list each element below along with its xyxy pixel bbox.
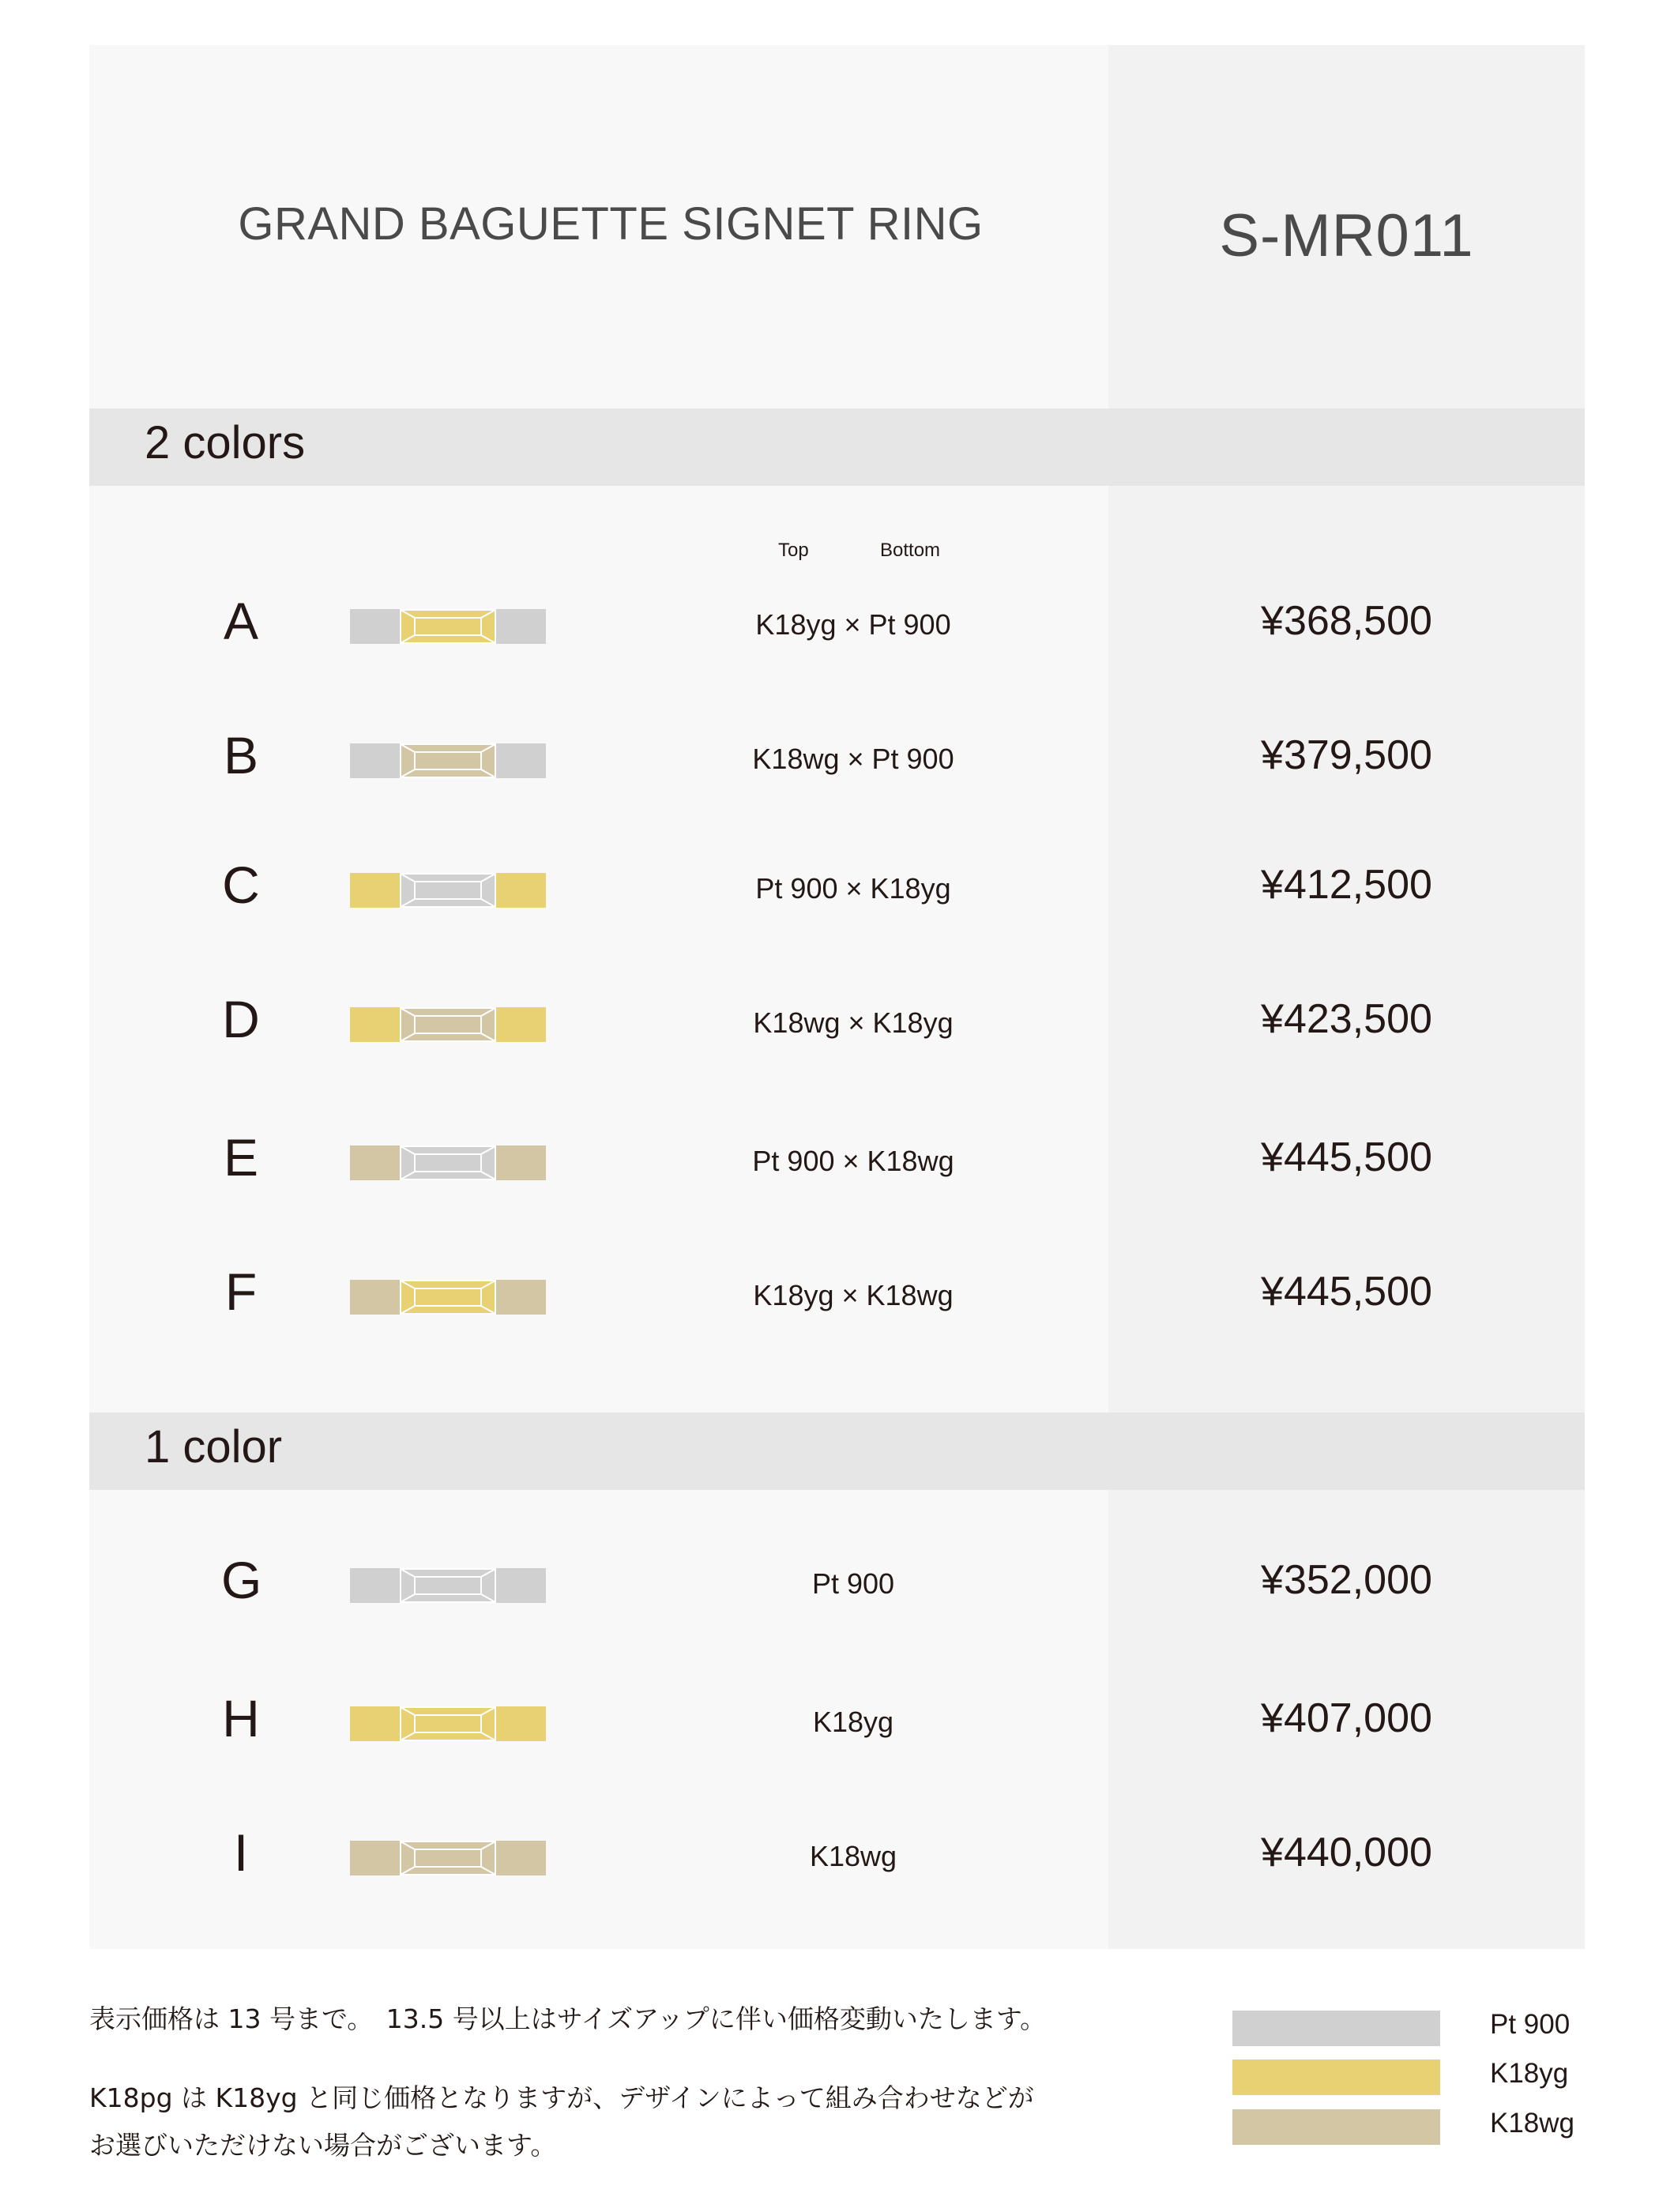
ring-swatch (350, 1568, 546, 1607)
column-label-top: Top (778, 540, 809, 561)
ring-swatch (350, 1841, 546, 1879)
metal-combination: Pt 900 × K18wg (752, 1145, 954, 1177)
metal-combination: K18wg × K18yg (753, 1006, 954, 1039)
ring-swatch (350, 743, 546, 782)
option-letter: D (222, 990, 260, 1048)
section-header-2-colors (89, 408, 1585, 486)
option-letter: C (222, 856, 260, 914)
legend-label-pt900: Pt 900 (1490, 2009, 1571, 2040)
option-row-d (0, 972, 1659, 1066)
metal-combination: Pt 900 × K18yg (755, 872, 951, 905)
metal-combination: K18yg × Pt 900 (755, 608, 951, 641)
ring-swatch-icon (350, 873, 546, 908)
ring-swatch (350, 1007, 546, 1046)
option-price: ¥379,500 (1261, 732, 1432, 778)
option-letter: F (224, 1262, 258, 1321)
ring-swatch-icon (350, 1007, 546, 1042)
option-row-h (0, 1671, 1659, 1766)
section-label: 2 colors (145, 417, 306, 468)
option-row-e (0, 1110, 1659, 1205)
ring-swatch (350, 609, 546, 648)
section-header-1-color (89, 1413, 1585, 1490)
ring-swatch-icon (350, 1280, 546, 1315)
option-row-f (0, 1244, 1659, 1339)
option-price: ¥368,500 (1261, 598, 1432, 644)
option-letter: H (222, 1689, 260, 1747)
column-label-bottom: Bottom (880, 540, 941, 561)
ring-swatch-icon (350, 1146, 546, 1180)
legend-label-k18wg: K18wg (1490, 2108, 1575, 2139)
option-letter: A (223, 592, 259, 650)
note-k18pg-line1: K18pg は K18yg と同じ価格となりますが、デザインによって組み合わせなどが (89, 2082, 1034, 2113)
product-code: S-MR011 (1219, 202, 1474, 269)
option-price: ¥407,000 (1261, 1695, 1432, 1741)
legend-swatch-k18wg (1232, 2109, 1440, 2145)
ring-swatch-icon (350, 609, 546, 644)
ring-swatch (350, 873, 546, 912)
metal-combination: K18yg (812, 1706, 894, 1738)
option-price: ¥412,500 (1261, 862, 1432, 908)
metal-combination: K18wg (809, 1840, 897, 1872)
option-row-a (0, 574, 1659, 668)
option-letter: G (221, 1551, 262, 1609)
option-row-g (0, 1533, 1659, 1627)
ring-swatch-icon (350, 1706, 546, 1741)
legend-label-k18yg: K18yg (1490, 2058, 1569, 2089)
product-title: GRAND BAGUETTE SIGNET RING (238, 198, 984, 250)
note-k18pg-line2: お選びいただけない場合がございます。 (89, 2130, 557, 2161)
ring-swatch-icon (350, 743, 546, 778)
legend-swatch-pt900 (1232, 2011, 1440, 2046)
ring-swatch-icon (350, 1568, 546, 1603)
option-price: ¥445,500 (1261, 1269, 1432, 1315)
metal-combination: K18wg × Pt 900 (752, 743, 954, 775)
note-size-pricing: 表示価格は 13 号まで。 13.5 号以上はサイズアップに伴い価格変動いたします。 (89, 2003, 1047, 2034)
ring-swatch (350, 1280, 546, 1319)
option-price: ¥423,500 (1261, 996, 1432, 1042)
option-row-c (0, 837, 1659, 932)
option-letter: I (233, 1823, 249, 1882)
option-row-i (0, 1805, 1659, 1900)
option-price: ¥445,500 (1261, 1134, 1432, 1180)
metal-combination: Pt 900 (811, 1567, 895, 1600)
option-row-b (0, 708, 1659, 803)
ring-swatch (350, 1146, 546, 1184)
ring-swatch-icon (350, 1841, 546, 1875)
option-price: ¥352,000 (1261, 1557, 1432, 1603)
option-letter: B (223, 726, 259, 784)
legend-swatch-k18yg (1232, 2060, 1440, 2095)
option-letter: E (223, 1128, 259, 1187)
section-label: 1 color (145, 1421, 283, 1473)
option-price: ¥440,000 (1261, 1830, 1432, 1875)
ring-swatch (350, 1706, 546, 1745)
metal-combination: K18yg × K18wg (753, 1279, 954, 1311)
